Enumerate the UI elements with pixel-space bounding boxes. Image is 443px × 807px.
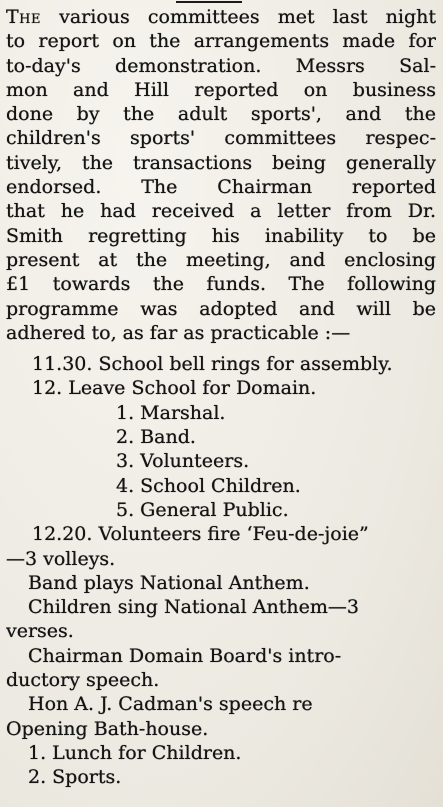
paragraph-line: that he had received a letter from Dr. bbox=[6, 200, 436, 223]
programme-item: 5. General Public. bbox=[116, 498, 289, 521]
paragraph-line: £1 towards the funds. The following bbox=[6, 273, 436, 296]
programme-item: 12. Leave School for Domain. bbox=[32, 377, 317, 400]
programme-item: 1. Marshal. bbox=[116, 401, 226, 424]
programme-item: verses. bbox=[6, 620, 74, 643]
programme-item: 4. School Children. bbox=[116, 474, 301, 497]
programme-item: Children sing National Anthem—3 bbox=[28, 596, 359, 619]
paragraph-line: mon and Hill reported on business bbox=[6, 78, 436, 101]
paragraph-line: programme was adopted and will be bbox=[6, 297, 436, 320]
paragraph-line: to report on the arrangements made for bbox=[6, 30, 436, 53]
paragraph-line bbox=[6, 5, 436, 29]
programme-item: ductory speech. bbox=[6, 669, 160, 692]
programme-item: 1. Lunch for Children. bbox=[28, 741, 242, 764]
programme-item: Chairman Domain Board's intro- bbox=[28, 644, 342, 667]
lead-word: The bbox=[6, 6, 41, 28]
programme-item: 2. Band. bbox=[116, 426, 196, 449]
paragraph-line: Smith regretting his inability to be bbox=[6, 224, 436, 247]
programme-item: 12.20. Volunteers fire ‘Feu-de-joie” bbox=[32, 523, 369, 546]
paragraph-line: to-day's demonstration. Messrs Sal- bbox=[6, 54, 436, 77]
article-column bbox=[6, 5, 436, 790]
programme-item: Opening Bath-house. bbox=[6, 717, 209, 740]
programme-item: 11.30. School bell rings for assembly. bbox=[32, 353, 393, 376]
programme-item: 2. Sports. bbox=[28, 766, 122, 789]
column-rule bbox=[176, 1, 242, 3]
line-text: various committees met last night bbox=[59, 6, 436, 28]
paragraph-line: children's sports' committees respec- bbox=[6, 127, 436, 150]
paragraph-line: endorsed. The Chairman reported bbox=[6, 176, 436, 199]
paragraph-line: tively, the transactions being generally bbox=[6, 151, 436, 174]
paragraph-line: done by the adult sports', and the bbox=[6, 103, 436, 126]
programme-list bbox=[6, 352, 436, 789]
programme-item: Band plays National Anthem. bbox=[28, 571, 310, 594]
paragraph-line: adhered to, as far as practicable :— bbox=[6, 321, 351, 344]
paragraph-line: present at the meeting, and enclosing bbox=[6, 248, 436, 271]
article-paragraph bbox=[6, 5, 436, 345]
programme-item: Hon A. J. Cadman's speech re bbox=[28, 693, 313, 716]
programme-item: 3. Volunteers. bbox=[116, 450, 250, 473]
programme-item: —3 volleys. bbox=[6, 547, 116, 570]
